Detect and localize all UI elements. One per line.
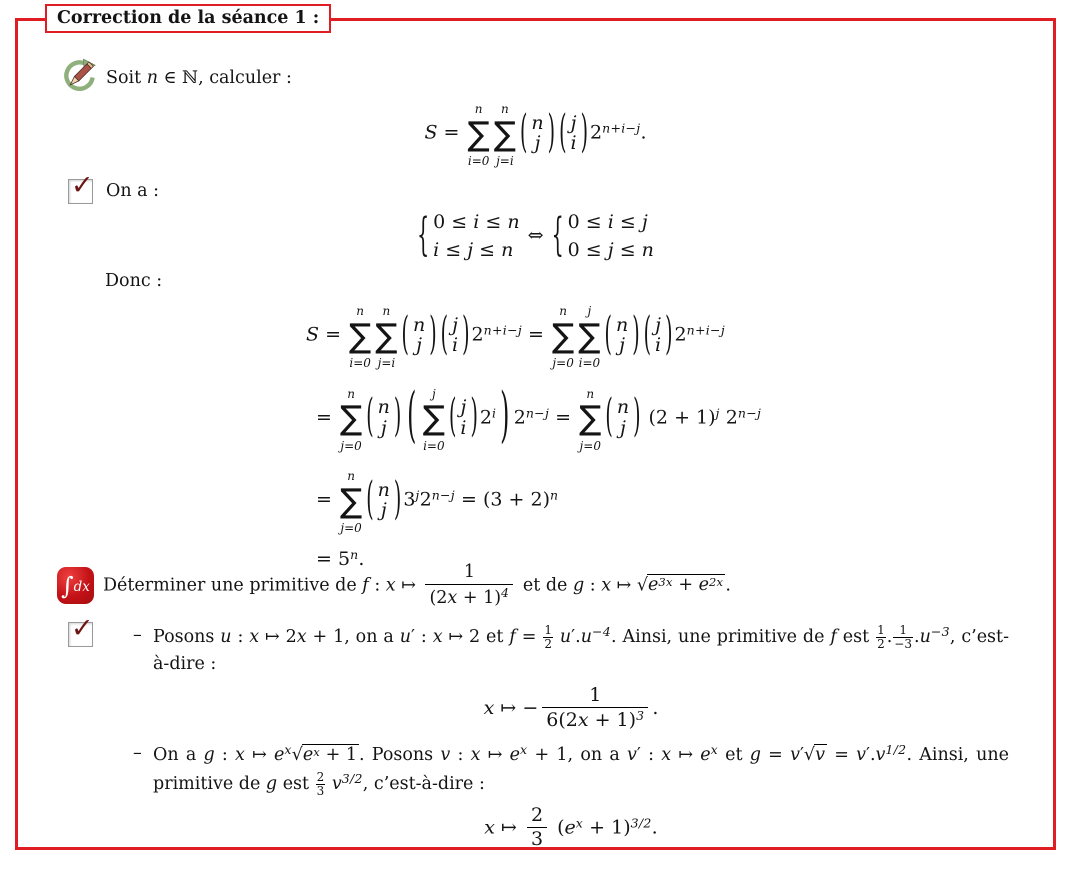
solution2-bullets <box>133 622 1009 859</box>
solution1-check-row <box>68 169 160 204</box>
exercise1-prompt: Soit n ∈ ℕ, calculer : <box>106 67 292 88</box>
exercise1-row <box>57 58 292 98</box>
bullet-item-2 <box>133 740 1009 799</box>
bullet2-text: On a g : x ↦ $e^x√e^x + 1$ . Posons v : x ↦ $e^x + 1$, on a v′ : x ↦ $e^x$ et $g = v'√v = v'.v^{1/2}$. Ainsi, une primitive de g est $\frac{2}{3}$ $v^{3/2}$, c’est-à-dire : <box>153 742 1009 799</box>
derivation-line-1: S = n ∑ i=0 n ∑ j=i ( n j ) ( j i ) $2^{n+i-j}$ = n ∑ j=0 j ∑ i=0 ( n j ) ( j i ) $2^{n+i-j}$ <box>306 304 725 371</box>
derivation-line-3: = n ∑ j=0 ( n j ) $3^j2^{n-j} = (3 + 2)^n$ <box>316 469 559 536</box>
derivation-line-4: = $5^n$. <box>316 546 365 570</box>
correction-frame <box>15 8 1056 851</box>
integral-icon <box>57 567 94 604</box>
checkbox-check-icon <box>68 169 94 204</box>
document-content <box>18 21 1053 851</box>
checkbox-check-icon-2 <box>68 613 94 647</box>
bullet-dash-1: – <box>133 625 142 645</box>
equation-primitive-g: x ↦ $\frac{2}{3}$ $(e^x + 1)^{3/2}$. <box>484 803 658 851</box>
checkmark-glyph: ✓ <box>71 169 94 201</box>
solution2-block <box>68 613 1009 859</box>
integral-sign: ∫ <box>61 571 74 600</box>
solution1-intro: On a : <box>106 181 160 201</box>
derivation-block <box>306 299 1043 580</box>
exercise2-prompt: Déterminer une primitive de f : x ↦ $\frac{1}{(2x + 1)^4}$ et de g : x ↦ $√e^{3x} + e^{2x}$ . <box>103 562 731 608</box>
exercise2-row <box>57 562 731 610</box>
bullet-dash-2: – <box>133 743 142 764</box>
equation-index-system: { 0 ≤ i ≤ n i ≤ j ≤ n ⇔ { 0 ≤ i ≤ j 0 ≤ j ≤ n <box>417 209 654 262</box>
integral-dx: dx <box>73 578 90 595</box>
pencil-refresh-icon <box>57 58 97 98</box>
bullet-item-1 <box>133 622 1009 679</box>
equation-sum-definition: S = n ∑ i=0 n ∑ j=i ( n j ) ( j i ) $2^{n+i-j}$. <box>424 102 647 169</box>
equation-primitive-f: x ↦ − $\frac{1}{6(2x + 1)^3}$ . <box>483 683 659 732</box>
derivation-line-2: = n ∑ j=0 ( n j ) ( j ∑ i=0 ( j i ) 2$^i$ ) $2^{n-j}$ = n ∑ j=0 ( n j ) $(2 + 1)^j$ $2^{n-j}$ <box>316 381 762 453</box>
bullet1-text: Posons u : x ↦ 2x + 1, on a u′ : x ↦ 2 et f = $\frac{1}{2}$ $u'.u^{-4}$. Ainsi, une primitive de f est $\frac{1}{2}$ . $\frac{1}{-3}$ $.u^{-3}$, c’est-à-dire : <box>153 622 1009 675</box>
section-title-text: Correction de la séance 1 : <box>57 8 320 28</box>
checkmark-glyph-2: ✓ <box>71 613 94 644</box>
solution1-donc: Donc : <box>105 271 163 291</box>
